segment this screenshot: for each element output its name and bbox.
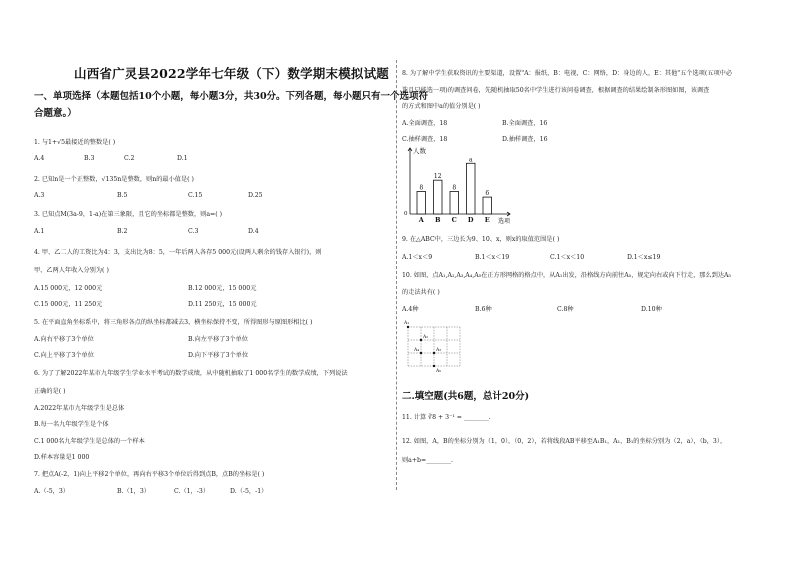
q5-option-a[interactable]: A.向右平移了3个单位 — [34, 336, 94, 343]
data-label-b: 12 — [433, 173, 442, 181]
q2-option-c[interactable]: C.15 — [188, 192, 203, 199]
tick-label-d: D — [467, 216, 474, 224]
grid-point-a3 — [433, 352, 435, 354]
tick-label-c: C — [451, 216, 457, 224]
question-8-line2: 选且只能选一项)的调查问卷，先随机抽取50名中学生进行该问卷调查，根据调查的结果绘制条形图如图，该调查 — [402, 87, 710, 94]
q3-option-b[interactable]: B.2 — [117, 228, 128, 235]
column-divider — [396, 60, 397, 490]
grid-label-a5: A₅ — [436, 369, 442, 374]
data-label-e: 6 — [485, 190, 490, 198]
q10-option-b[interactable]: B.6种 — [475, 306, 492, 313]
q10-option-d[interactable]: D.10种 — [641, 306, 662, 313]
q7-option-a[interactable]: A.（-5，3） — [34, 488, 69, 495]
q10-option-a[interactable]: A.4种 — [402, 306, 419, 313]
tick-label-e: E — [484, 216, 490, 224]
q7-option-b[interactable]: B.（1，3） — [117, 488, 150, 495]
q4-option-b[interactable]: B.12 000元，15 000元 — [188, 285, 257, 292]
grid-point-a1 — [407, 326, 409, 328]
q8-option-c[interactable]: C.抽样调查，18 — [402, 136, 448, 143]
q4-option-d[interactable]: D.11 250元，15 000元 — [188, 301, 257, 308]
q2-option-d[interactable]: D.25 — [248, 192, 263, 199]
question-6-line2: 正确的是( ) — [34, 388, 66, 395]
grid-point-a5 — [433, 365, 435, 367]
q1-option-a[interactable]: A.4 — [34, 155, 45, 162]
q3-option-d[interactable]: D.4 — [248, 228, 259, 235]
q9-option-d[interactable]: D.1＜x≤19 — [627, 254, 661, 261]
q8-option-a[interactable]: A.全面调查，18 — [402, 120, 448, 127]
question-5: 5. 在平面直角坐标系中，将三角形各点的纵坐标都减去3，横坐标保持不变，所得图形与原图形相比( ) — [34, 319, 313, 326]
grid-label-a2: A₂ — [423, 335, 429, 340]
bar-c — [450, 191, 459, 214]
data-label-a: 8 — [419, 184, 424, 192]
tick-label-a: A — [418, 216, 424, 224]
question-11: 11. 计算 ∛8 + 3⁻¹ = ________. — [402, 414, 491, 421]
q9-option-a[interactable]: A.1＜x＜9 — [402, 254, 433, 261]
question-4-line1: 4. 甲、乙二人的工资比为4：3，支出比为8：5，一年后两人各存5 000元(设两人剩余的钱存入银行)，则 — [34, 249, 322, 256]
question-7: 7. 把点A(-2，1)向上平移2个单位，再向右平移3个单位后得到点B，点B的坐标是( ) — [34, 471, 265, 478]
q6-option-b[interactable]: B.每一名九年级学生是个体 — [34, 421, 109, 428]
q2-option-a[interactable]: A.3 — [34, 192, 45, 199]
question-12-line1: 12. 如图，A，B的坐标分别为（1，0），（0，2），若将线段AB平移至A₁B₁，A₁，B₁的坐标分别为（2，a），（b，3）， — [402, 438, 727, 445]
q3-option-a[interactable]: A.1 — [34, 228, 45, 235]
question-10-line1: 10. 如图，点A₁,A₂,A₃,A₄,A₅在正方形网格的格点中，从A₁出发，沿格线方向前往A₅，规定向右或向下行走，那么到达A₅ — [402, 272, 731, 279]
section1-heading-line1: 一、单项选择（本题包括10个小题，每小题3分，共30分。下列各题，每小题只有一个选项符 — [34, 91, 429, 102]
q4-option-a[interactable]: A.15 000元，12 000元 — [34, 285, 103, 292]
grid-figure — [402, 317, 466, 375]
section1-heading-line2: 合题意。） — [34, 108, 77, 119]
q5-option-c[interactable]: C.向上平移了3个单位 — [34, 352, 94, 359]
grid-label-a1: A₁ — [404, 321, 410, 326]
question-9: 9. 在△ABC中，三边长为9、10、x，则x的取值范围是( ) — [402, 236, 560, 243]
section2-heading: 二.填空题(共6题，总计20分) — [402, 391, 530, 402]
question-8-line1: 8. 为了解中学生获取资讯的主要渠道，设置"A：报纸，B：电视，C：网络，D：身边的人，E：其他"五个选项(五项中必 — [402, 70, 733, 77]
bar-b — [434, 180, 443, 214]
grid-point-a2 — [420, 339, 422, 341]
q6-option-a[interactable]: A.2022年某市九年级学生是总体 — [34, 405, 125, 412]
grid-label-a4: A₄ — [414, 348, 420, 353]
q6-option-d[interactable]: D.样本容量是1 000 — [34, 454, 90, 461]
bar-a — [417, 191, 426, 214]
q7-option-d[interactable]: D.（-5，-1） — [230, 488, 268, 495]
origin-label: 0 — [404, 211, 408, 217]
q6-option-c[interactable]: C.1 000名九年级学生是总体的一个样本 — [34, 438, 145, 445]
question-6-line1: 6. 为了了解2022年某市九年级学生学业水平考试的数学成绩，从中随机抽取了1 000名学生的数学成绩，下列说法 — [34, 370, 348, 377]
q1-option-b[interactable]: B.3 — [84, 155, 95, 162]
question-2: 2. 已知n是一个正整数，√135n是整数，则n的最小值是( ) — [34, 176, 194, 183]
question-10-line2: 的走法共有( ) — [402, 289, 440, 296]
q9-option-b[interactable]: B.1＜x＜19 — [475, 254, 510, 261]
x-axis-label: 选项 — [498, 218, 511, 224]
q1-option-d[interactable]: D.1 — [177, 155, 188, 162]
question-1: 1. 与1+√5最接近的整数是( ) — [34, 139, 116, 146]
q9-option-c[interactable]: C.1＜x＜10 — [550, 254, 585, 261]
tick-label-b: B — [435, 216, 441, 224]
q5-option-d[interactable]: D.向下平移了3个单位 — [188, 352, 249, 359]
bar-e — [483, 197, 492, 214]
q1-option-c[interactable]: C.2 — [124, 155, 135, 162]
q8-option-d[interactable]: D.抽样调查，16 — [502, 136, 548, 143]
data-label-d: a — [468, 156, 473, 164]
grid-label-a3: A₃ — [436, 348, 442, 353]
y-axis-label: 人数 — [413, 147, 426, 155]
bar-d — [467, 163, 476, 214]
q7-option-c[interactable]: C.（1，-3） — [174, 488, 210, 495]
page-title: 山西省广灵县2022学年七年级（下）数学期末模拟试题 — [74, 66, 389, 81]
q8-option-b[interactable]: B.全面调查，16 — [502, 120, 548, 127]
question-3: 3. 已知点M(3a-9，1-a)在第三象限，且它的坐标都是整数，则a=( ) — [34, 211, 223, 218]
q5-option-b[interactable]: B.向左平移了3个单位 — [188, 336, 248, 343]
q2-option-b[interactable]: B.5 — [117, 192, 128, 199]
question-8-line3: 的方式和图中a的值分别是( ) — [402, 103, 481, 110]
bar-chart — [402, 142, 522, 224]
q10-option-c[interactable]: C.8种 — [557, 306, 574, 313]
data-label-c: 8 — [452, 184, 457, 192]
grid-point-a4 — [420, 352, 422, 354]
q4-option-c[interactable]: C.15 000元，11 250元 — [34, 301, 103, 308]
question-4-line2: 甲、乙两人年收入分别为( ) — [34, 267, 109, 274]
question-12-line2: 则a+b=________. — [402, 457, 453, 464]
q3-option-c[interactable]: C.3 — [188, 228, 199, 235]
